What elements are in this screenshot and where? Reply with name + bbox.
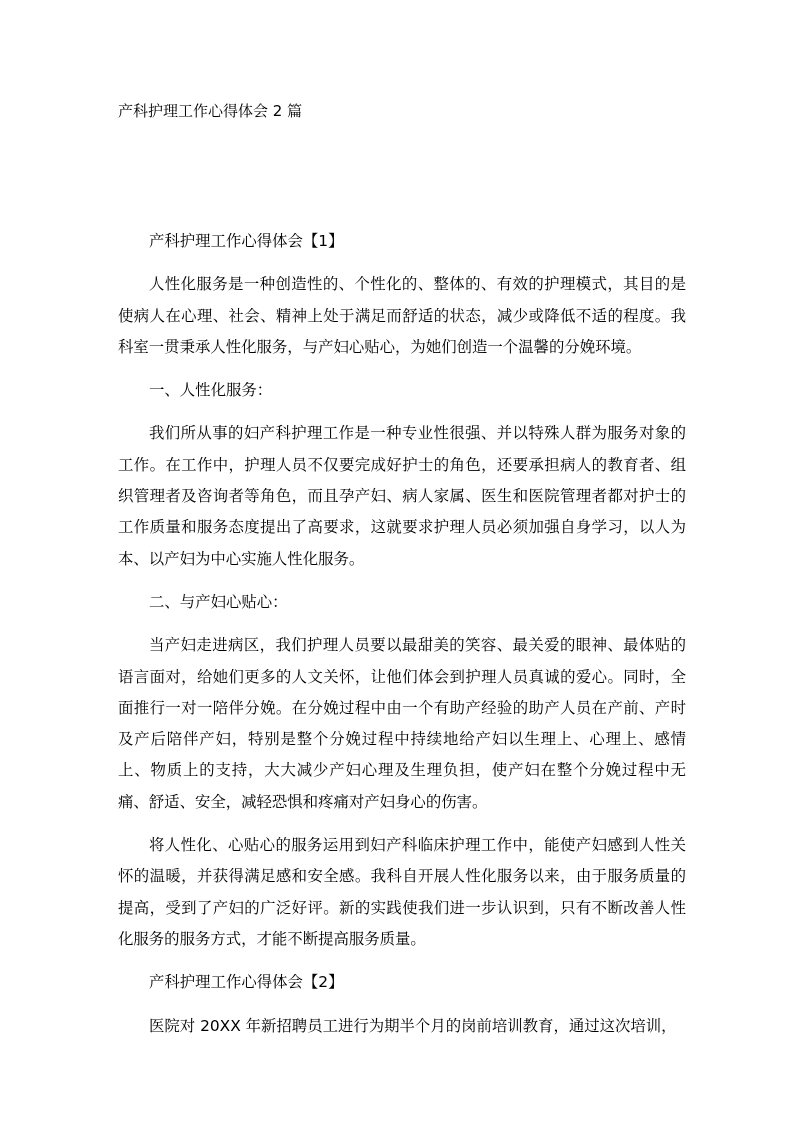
section-heading-1: 产科护理工作心得体会【1】: [149, 232, 344, 250]
document-body: [118, 226, 686, 1054]
paragraph-humanized-service: 我们所从事的妇产科护理工作是一种专业性很强、并以特殊人群为服务对象的工作。在工作中，护理人员不仅要完成好护士的角色，还要承担病人的教育者、组织管理者及咨询者等角色，而且孕产妇、病人家属、医生和医院管理者都对护士的工作质量和服务态度提出了高要求，这就要求护理人员必须加强自身学习，以人为本、以产妇为中心实施人性化服务。: [118, 424, 686, 568]
paragraph-heart-to-heart: 当产妇走进病区，我们护理人员要以最甜美的笑容、最关爱的眼神、最体贴的语言面对，给她们更多的人文关怀，让他们体会到护理人员真诚的爱心。同时，全面推行一对一陪伴分娩。在分娩过程中由一个有助产经验的助产人员在产前、产时及产后陪伴产妇，特别是整个分娩过程中持续地给产妇以生理上、心理上、感情上、物质上的支持，大大减少产妇心理及生理负担，使产妇在整个分娩过程中无痛、舒适、安全，减轻恐惧和疼痛对产妇身心的伤害。: [118, 636, 686, 811]
document-title: 产科护理工作心得体会 2 篇: [118, 102, 303, 120]
subheading-heart-to-heart: 二、与产妇心贴心：: [149, 592, 288, 611]
paragraph-training: 医院对 20XX 年新招聘员工进行为期半个月的岗前培训教育，通过这次培训，: [149, 1016, 677, 1035]
subheading-humanized-service: 一、人性化服务：: [149, 381, 273, 400]
paragraph-conclusion: 将人性化、心贴心的服务运用到妇产科临床护理工作中，能使产妇感到人性关怀的温暖，并获得满足感和安全感。我科自开展人性化服务以来，由于服务质量的提高，受到了产妇的广泛好评。新的实践使我们进一步认识到，只有不断改善人性化服务的服务方式，才能不断提高服务质量。: [118, 836, 686, 948]
paragraph-intro: 人性化服务是一种创造性的、个性化的、整体的、有效的护理模式，其目的是使病人在心理、社会、精神上处于满足而舒适的状态，减少或降低不适的程度。我科室一贯秉承人性化服务，与产妇心贴心，为她们创造一个温馨的分娩环境。: [118, 275, 686, 356]
section-heading-2: 产科护理工作心得体会【2】: [149, 973, 344, 992]
